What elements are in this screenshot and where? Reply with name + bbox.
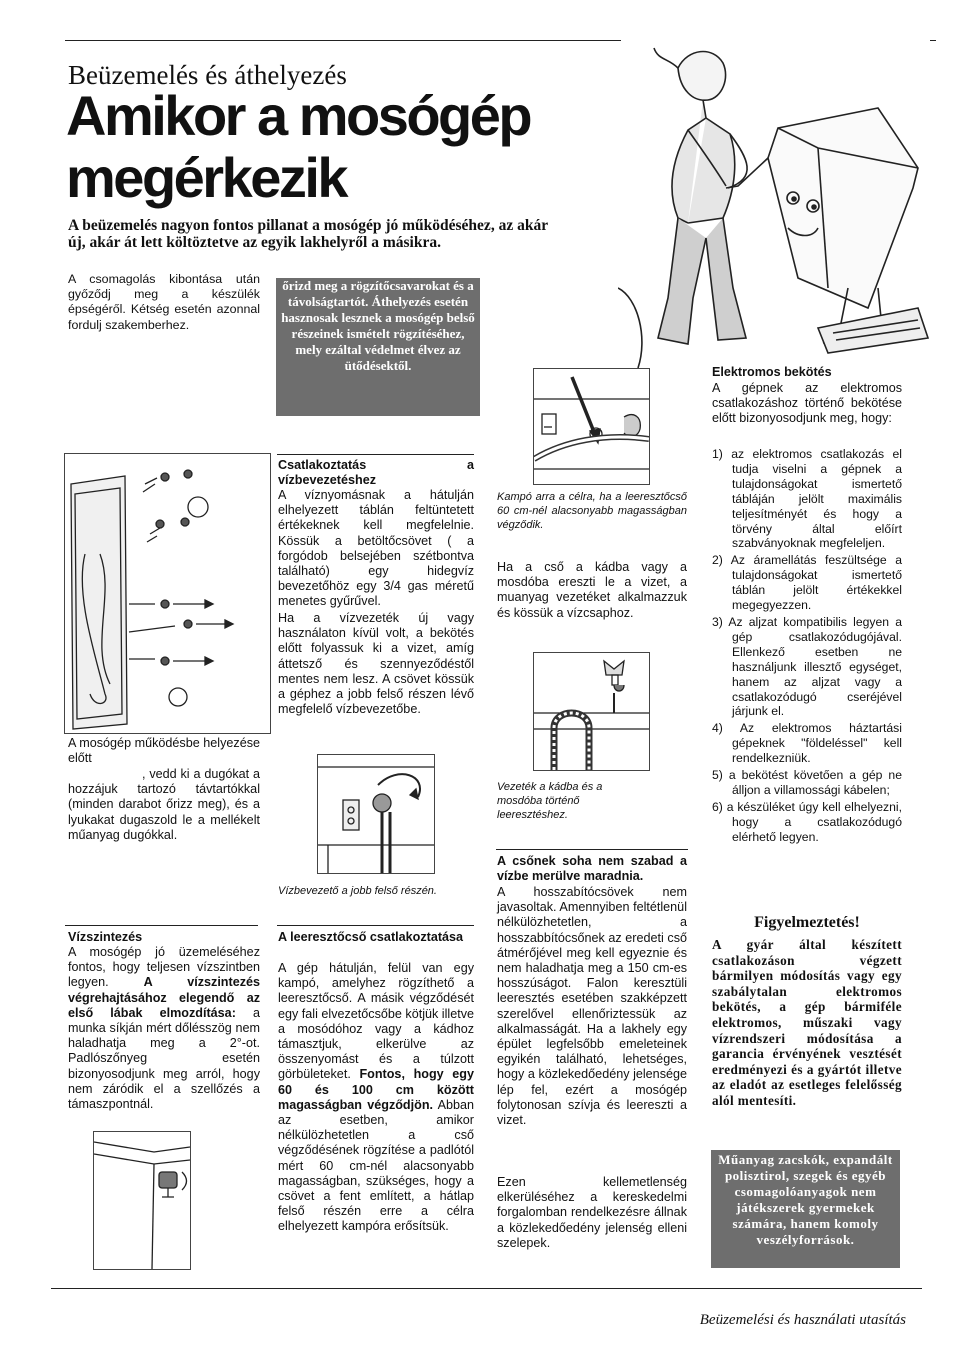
packaging-hazard-notice: Műanyag zacskók, expandált polisztirol, szegek és egyéb csomagolóanyagok nem játékszerek gyermekek számára, hanem komoly veszélyforrások. [711, 1150, 900, 1268]
intro-paragraph: A csomagolás kibontása után győződj meg a készülék épségéről. Kétség esetén azonnal fordulj szakemberhez. [68, 272, 260, 332]
leveling-foot-illustration [93, 1131, 191, 1270]
drain-hose-text-2: Abban az esetben, amikor nélkülözhetetlen a cső végződésének rögzítése a padlótól mért 60 cm-nél alacsonyabb magasságban, szükséges, hogy a csövet a fent említett, a hátlap felső részén erre a célra elhelyezett kampóra erősítsük. [278, 1097, 474, 1234]
top-rule [65, 40, 621, 41]
leveling-text-2: a munka síkján mért dőlésszög nem haladhatja meg a 2°-ot. Padlószőnyeg esetén bizonyosodjunk meg arról, hogy nem záródik el a szellőzés a támaszpontnál. [68, 1005, 261, 1112]
electrical-checklist [712, 447, 902, 847]
drain-hook-caption: Kampó arra a célra, ha a leeresztőcső 60 cm-nél alacsonyabb magasságban végződik. [497, 491, 687, 531]
tub-drain-illustration [533, 652, 650, 771]
water-inlet-text-1: A víznyomásnak a hátulján elhelyezett táblán feltüntetett értékeknek kell megfelelnie. Kössük a betöltőcsövet ( a forgódob belsejében szétbontva található) egy hidegvíz bevezetőhöz egy 3/4 gas méretű menetes gyűrűvel. [278, 488, 474, 609]
checklist-item-1: 1) az elektromos csatlakozás el tudja viselni a gépnek a tulajdonságokat ismertető tábláján jelölt maximális teljesítményét és hogy a törvény által előírt szabványoknak megfeleljen. [712, 447, 903, 551]
tub-drain-caption: Vezeték a kádba és a mosdóba történő leeresztéshez. [497, 781, 603, 821]
hose-extension-text: A hosszabítócsövek nem javasoltak. Amennyiben feltétlenül nélkülözhetetlen, a hosszabbítócsőnek az eredeti cső átmérőjével meg kell egyeznie és nem haladhatja meg a 150 cm-es hosszúságot. Falon keresztüli leeresztés esetében szakképzett szerelővel ellenőriztessük az alkalmasságát. Ha a lakhely egy épület legfelsőbb emeleteinek egyikén található, lehetséges, hogy a közlekedőedény jelensége lép fel, ezért a mosógép folytonosan szívja és leereszti a vizet. [497, 885, 687, 1128]
section-kicker: Beüzemelés és áthelyezés [68, 60, 347, 90]
drain-hose-text [278, 961, 474, 1235]
warning-heading: Figyelmeztetés! [754, 914, 860, 931]
water-inlet-heading: Csatlakoztatás a vízbevezetéshez [278, 458, 474, 488]
rear-panel-illustration [64, 453, 271, 734]
page-title-line1: Amikor a mosógép [66, 84, 531, 147]
drain-hose-text-1: A gép hátulján, felül van egy kampó, amelyhez rögzíthető a leeresztőcső. A másik végződését egy fali elvezetőcsőbe kötjük illetve a mosódóhoz vagy a kádhoz támasztjuk, elkerülve az összenyomást és a túlzott görbületeket. [278, 961, 475, 1082]
water-tap-illustration [317, 754, 435, 874]
col1-divider [65, 925, 258, 926]
tub-drain-text: Ha a cső a kádba vagy a mosdóba ereszti le a vizet, a muanyag vezetéket alkalmazzuk és kössük a vízcsaphoz. [497, 560, 687, 620]
hose-siphon-text: Ezen kellemetlenség elkerüléséhez a kereskedelmi forgalomban rendelkezésre állnak a közlekedőedény jelenség elleni szelepek. [497, 1175, 687, 1250]
footer-text: Beüzemelési és használati utasítás [699, 1312, 906, 1328]
checklist-item-2: 2) Az áramellátás feszültsége a tulajdonságokat ismertető táblán jelölt értékekkel megegyezzen. [712, 553, 902, 613]
col2-divider-1 [277, 454, 474, 455]
page-title-line2: megérkezik [66, 146, 347, 209]
electrical-intro: A gépnek az elektromos csatlakozáshoz történő bekötése előtt bizonyosodjunk meg, hogy: [712, 381, 902, 426]
transport-bolts-caption-2: , vedd ki a dugókat a hozzájuk tartozó távtartókkal (minden darabot őrizz meg), és a lyukakat dugaszold le a mellékelt műanyag dugókkal. [68, 767, 260, 842]
drain-hose-text-bold: Fontos, hogy egy 60 és 100 cm között magasságban végződjön. [278, 1067, 474, 1112]
footer-rule [51, 1288, 922, 1289]
leveling-text [68, 945, 260, 1112]
warning-text: A gyár által készített csatlakozáson végzett bármilyen módosítás vagy egy szabálytalan elektromos bekötés, a gép bármiféle elektromos, műszaki vagy vízrendszeri módosítása a garancia érvényének vesztését eredményezi és a gyártót illetve az eladót az esetleges felelősség alól mentesíti. [712, 937, 902, 1108]
drain-hook-illustration [533, 368, 650, 485]
checklist-item-5: 5) a bekötést követően a gép ne álljon a villamossági kábelen; [712, 768, 902, 797]
water-inlet-text-2: Ha a vízvezeték új vagy használaton kívül volt, a bekötés előtt folyassuk ki a vizet, amíg áttetsző és szennyeződéstől mentes nem lesz. A csövet kössük a géphez a jobb felső részen lévő megfelelő vízbevezetőbe. [278, 611, 474, 717]
checklist-item-4: 4) Az elektromos háztartási gépeknek "földeléssel" kell rendelkezniük. [712, 721, 902, 766]
col3-divider [496, 849, 688, 850]
woman-with-washing-machine-illustration [618, 38, 934, 370]
keep-bolts-notice: őrizd meg a rögzítőcsavarokat és a távolságtartót. Áthelyezés esetén hasznosak lesznek a mosógép belső részeinek ismételt rögzítéséhez, mely ezáltal védelmet élvez az ütődésektől. [276, 278, 480, 416]
drain-hose-heading: A leeresztőcső csatlakoztatása [278, 930, 464, 944]
leveling-heading: Vízszintezés [68, 930, 143, 944]
leveling-text-bold: A vízszintezés végrehajtásához elegendő az első lábak elmozdítása: [68, 975, 261, 1020]
water-tap-caption: Vízbevezető a jobb felső részén. [278, 885, 437, 897]
lead-paragraph: A beüzemelés nagyon fontos pillanat a mosógép jó működéséhez, az akár új, akár át lett költöztetve az egyik lakhelyről a másikra. [68, 217, 548, 251]
checklist-item-6: 6) a készüléket úgy kell elhelyezni, hogy a csatlakozódugó elérhető legyen. [712, 799, 902, 844]
hose-warning-heading: A csőnek soha nem szabad a vízbe merülve maradnia. [497, 854, 687, 884]
leveling-text-1: A mosógép jó üzemeléséhez fontos, hogy teljesen vízszintben legyen. [68, 945, 260, 990]
checklist-item-3: 3) Az aljzat kompatibilis legyen a gép csatlakozódugójával. Ellenkező esetben ne használjunk illesztő egységet, hanem az aljzat vagy a csatlakozódugó cseréjével járjunk el. [712, 614, 902, 719]
transport-bolts-caption-1: A mosógép működésbe helyezése előtt [68, 736, 260, 766]
col2-divider-2 [277, 925, 474, 926]
electrical-heading: Elektromos bekötés [712, 365, 832, 379]
